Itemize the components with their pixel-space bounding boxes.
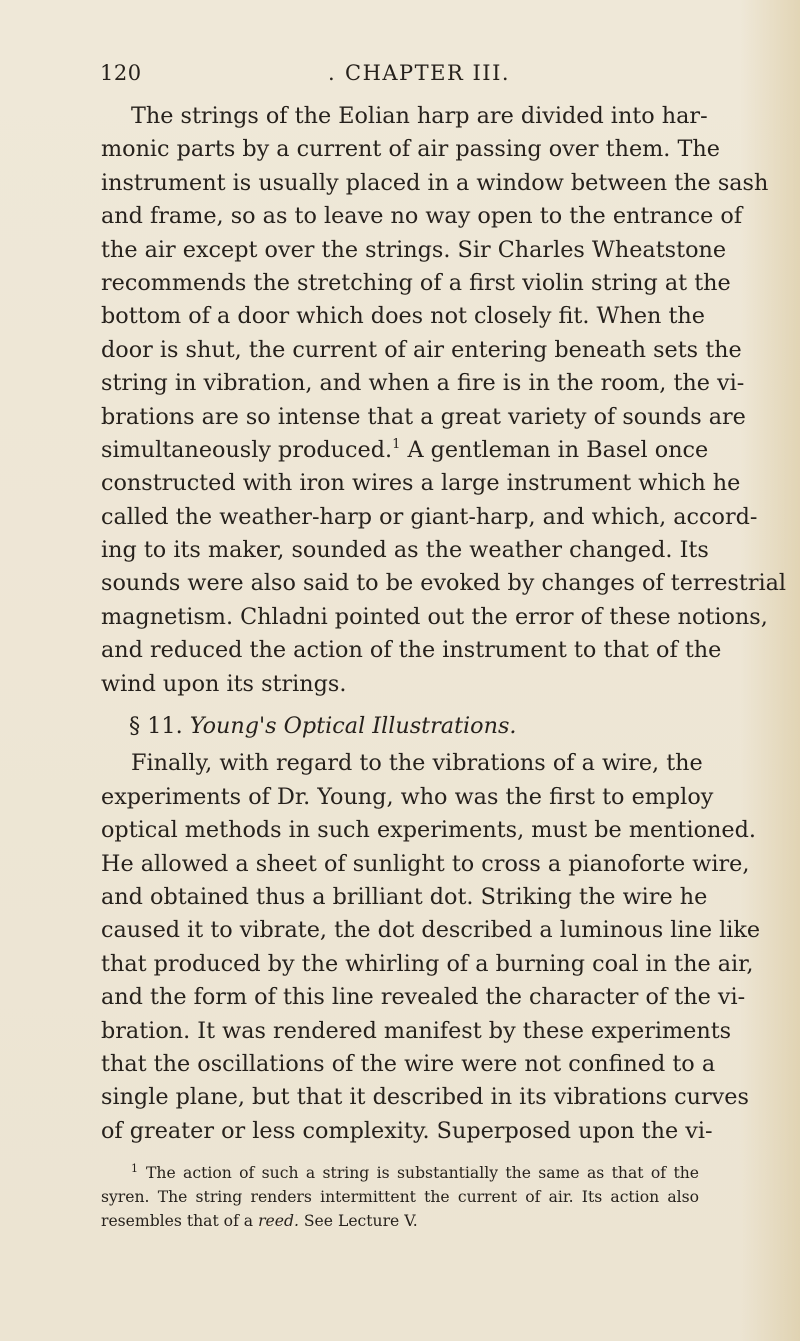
text-line: monic parts by a current of air passing over them. The: [101, 136, 720, 163]
text-line: of greater or less complexity. Superposed upon the vi-: [101, 1117, 713, 1144]
text-line: instrument is usually placed in a window between the sash: [101, 169, 769, 196]
text-line: single plane, but that it described in its vibrations curves: [101, 1084, 749, 1111]
text-line: string in vibration, and when a fire is in the room, the vi-: [101, 370, 745, 397]
text-line: that produced by the whirling of a burning coal in the air,: [101, 950, 754, 977]
chapter-title: CHAPTER III.: [345, 61, 511, 85]
footnote-mark: 1: [131, 1162, 138, 1175]
text-line: that the oscillations of the wire were not confined to a: [101, 1050, 716, 1077]
running-head: [100, 58, 700, 88]
text-line: door is shut, the current of air entering beneath sets the: [101, 336, 742, 363]
text-line: and frame, so as to leave no way open to the entrance of: [101, 203, 743, 230]
running-head-dot: .: [328, 61, 336, 85]
footnote-reference: 1: [392, 436, 401, 452]
text-line: bottom of a door which does not closely fit. When the: [101, 303, 705, 330]
text-line: optical methods in such experiments, must be mentioned.: [101, 817, 756, 844]
text-line: Finally, with regard to the vibrations of a wire, the: [131, 750, 703, 777]
text-line: and the form of this line revealed the character of the vi-: [101, 984, 746, 1011]
footnote: [101, 1161, 699, 1233]
text-line: He allowed a sheet of sunlight to cross a pianoforte wire,: [101, 850, 750, 877]
text-line: and obtained thus a brilliant dot. Striking the wire he: [101, 883, 708, 910]
footnote-line: syren. The string renders intermittent the current of air. Its action also: [101, 1188, 699, 1206]
text-line: called the weather-harp or giant-harp, and which, accord-: [101, 503, 758, 530]
text-line: brations are so intense that a great variety of sounds are: [101, 403, 746, 430]
text-line: wind upon its strings.: [101, 670, 347, 697]
section-title: Young's Optical Illustrations.: [189, 713, 517, 740]
text-fragment: A gentleman in Basel once: [400, 436, 709, 463]
text-line: The strings of the Eolian harp are divided into har-: [131, 103, 708, 129]
text-line: recommends the stretching of a first violin string at the: [101, 269, 731, 296]
text-line: sounds were also said to be evoked by changes of terrestrial: [101, 570, 787, 597]
section-heading: [101, 710, 699, 743]
footnote-line: [101, 1161, 699, 1185]
page-number: 120: [100, 61, 142, 85]
text-line: and reduced the action of the instrument to that of the: [101, 637, 722, 664]
section-number: § 11.: [129, 713, 183, 740]
text-line: magnetism. Chladni pointed out the error of these notions,: [101, 603, 768, 630]
text-line: experiments of Dr. Young, who was the first to employ: [101, 783, 714, 810]
text-line: bration. It was rendered manifest by these experiments: [101, 1017, 732, 1044]
text-line-with-footnote-ref: [101, 434, 709, 467]
footnote-text: The action of such a string is substantially the same as that of the: [146, 1164, 699, 1182]
footnote-text: See Lecture V.: [298, 1212, 418, 1230]
footnote-text: resembles that of a: [101, 1212, 259, 1230]
footnote-line: [101, 1209, 699, 1233]
text-line: the air except over the strings. Sir Charles Wheatstone: [101, 236, 727, 263]
body-text: [101, 100, 787, 1148]
footnote-italic-word: reed.: [258, 1212, 299, 1230]
text-fragment: simultaneously produced.: [101, 436, 393, 463]
text-line: caused it to vibrate, the dot described a luminous line like: [101, 917, 761, 944]
text-line: ing to its maker, sounded as the weather changed. Its: [101, 537, 709, 564]
text-line: constructed with iron wires a large instrument which he: [101, 470, 741, 497]
